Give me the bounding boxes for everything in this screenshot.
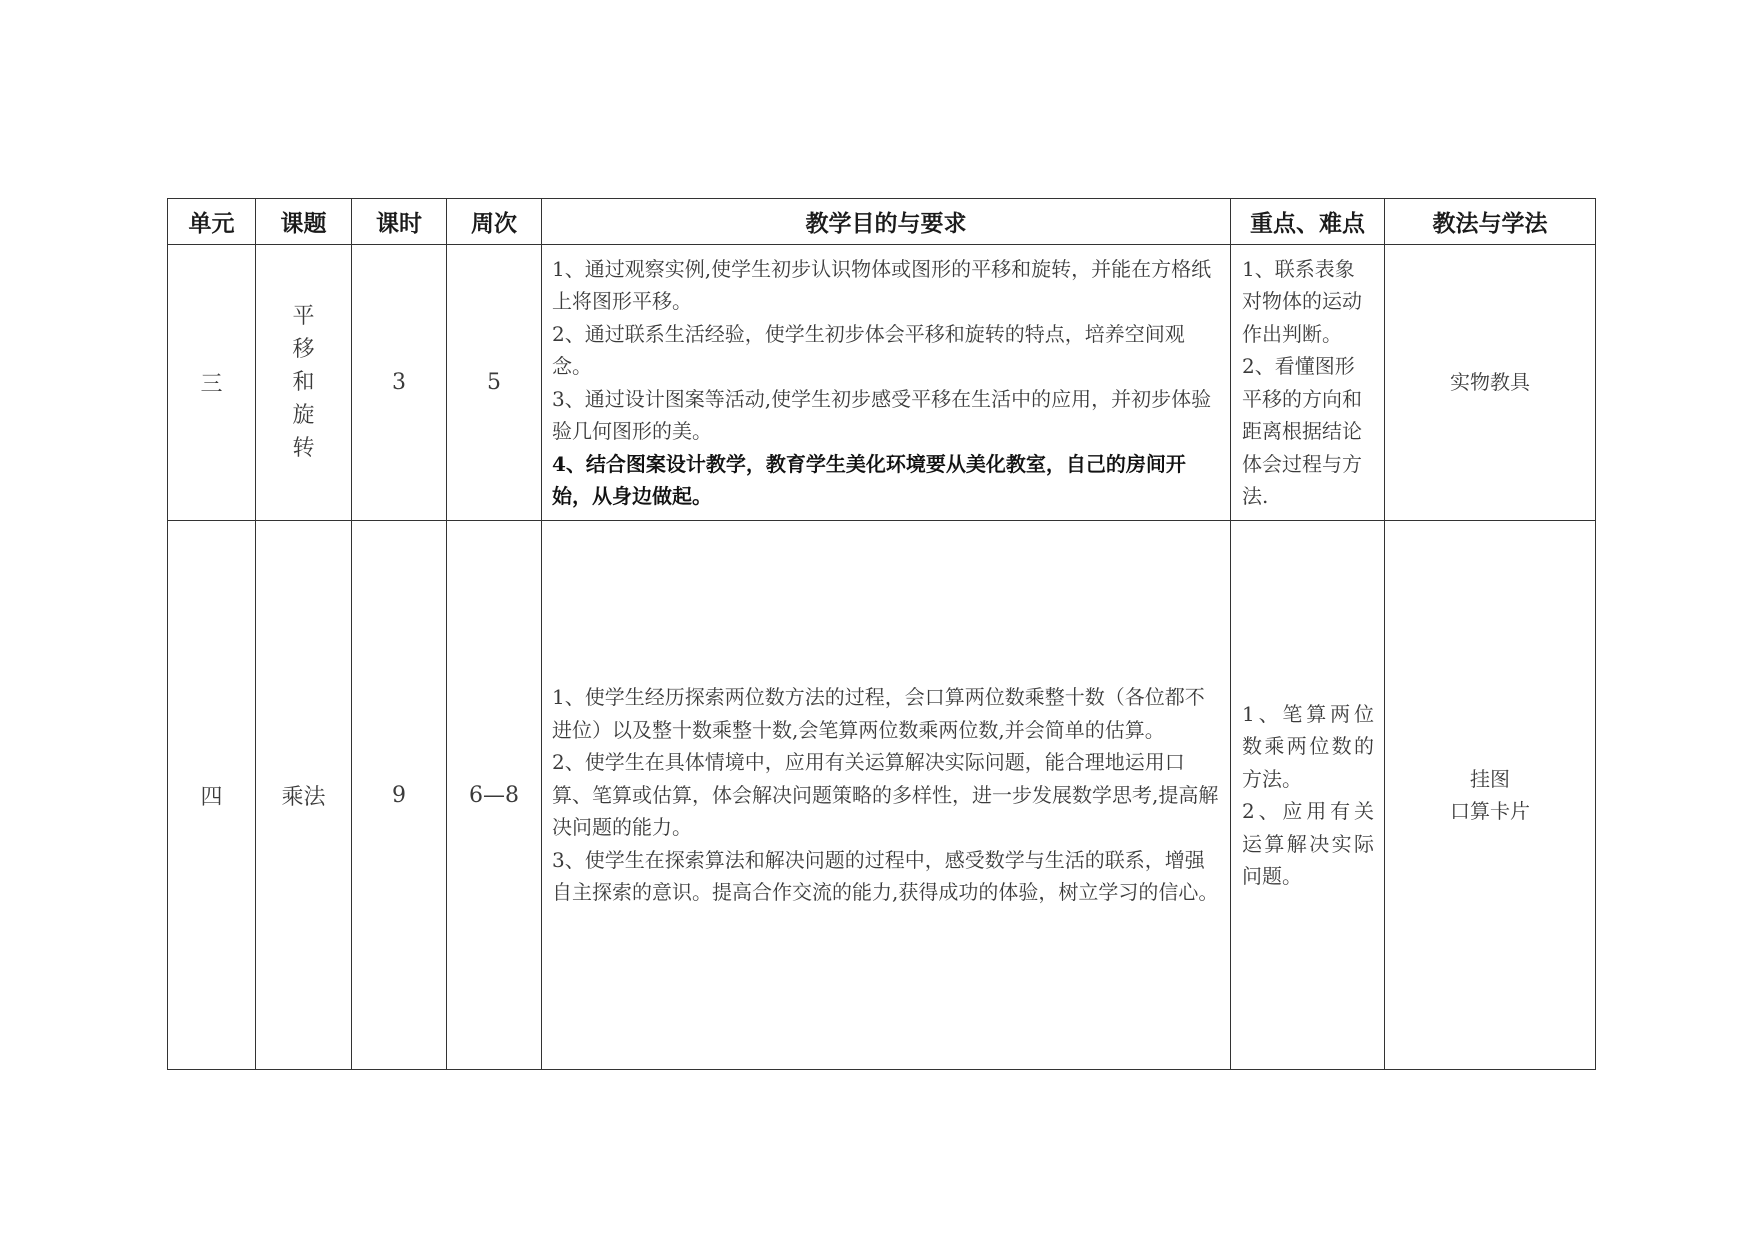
goal-item-bold: 4、结合图案设计教学，教育学生美化环境要从美化教室，自己的房间开始，从身边做起。 <box>552 451 1186 508</box>
goals-cell <box>542 521 1231 1070</box>
header-keypoints: 重点、难点 <box>1231 199 1385 245</box>
unit-cell: 四 <box>168 521 256 1070</box>
keypoints-cell <box>1231 245 1385 521</box>
teaching-plan-table <box>167 198 1596 1070</box>
goal-item: 2、使学生在具体情境中，应用有关运算解决实际问题，能合理地运用口算、笔算或估算，体会解决问题策略的多样性，进一步发展数学思考,提高解决问题的能力。 <box>552 750 1219 840</box>
goals-cell <box>542 245 1231 521</box>
method-item: 实物教具 <box>1450 370 1530 395</box>
keypoint-item: 2、应用有关运算解决实际问题。 <box>1242 799 1374 888</box>
hours-cell: 3 <box>352 245 447 521</box>
header-row <box>168 199 1596 245</box>
table-row <box>168 245 1596 521</box>
goal-item: 3、通过设计图案等活动,使学生初步感受平移在生活中的应用，并初步体验验几何图形的美。 <box>552 386 1212 443</box>
unit-cell: 三 <box>168 245 256 521</box>
header-goals: 教学目的与要求 <box>542 199 1231 245</box>
keypoint-item: 1、联系表象对物体的运动作出判断。 <box>1242 256 1362 346</box>
topic-cell <box>256 245 352 521</box>
weeks-cell: 6—8 <box>447 521 542 1070</box>
header-unit: 单元 <box>168 199 256 245</box>
hours-cell: 9 <box>352 521 447 1070</box>
topic-char: 移 <box>292 337 315 362</box>
topic-char: 转 <box>292 436 315 461</box>
header-weeks: 周次 <box>447 199 542 245</box>
goal-item: 2、通过联系生活经验，使学生初步体会平移和旋转的特点，培养空间观念。 <box>552 321 1185 378</box>
goal-item: 1、使学生经历探索两位数方法的过程，会口算两位数乘整十数（各位都不进位）以及整十数乘整十数,会笔算两位数乘两位数,并会简单的估算。 <box>552 685 1205 742</box>
header-methods: 教法与学法 <box>1385 199 1596 245</box>
topic-char: 旋 <box>292 403 315 428</box>
methods-cell <box>1385 245 1596 521</box>
keypoints-cell <box>1231 521 1385 1070</box>
methods-cell <box>1385 521 1596 1070</box>
table-row <box>168 521 1596 1070</box>
method-item: 挂图 <box>1470 766 1510 791</box>
topic-char: 和 <box>292 370 315 395</box>
keypoint-item: 2、看懂图形平移的方向和距离根据结论体会过程与方法. <box>1242 354 1362 508</box>
header-topic: 课题 <box>256 199 352 245</box>
method-item: 口算卡片 <box>1450 799 1530 823</box>
goal-item: 3、使学生在探索算法和解决问题的过程中，感受数学与生活的联系，增强自主探索的意识。提高合作交流的能力,获得成功的体验，树立学习的信心。 <box>552 847 1219 905</box>
keypoint-item: 1、笔算两位数乘两位数的方法。 <box>1242 701 1374 791</box>
goal-item: 1、通过观察实例,使学生初步认识物体或图形的平移和旋转，并能在方格纸上将图形平移。 <box>552 256 1212 313</box>
topic-char: 平 <box>292 304 315 329</box>
header-hours: 课时 <box>352 199 447 245</box>
topic-vertical-text <box>256 300 351 465</box>
weeks-cell: 5 <box>447 245 542 521</box>
topic-cell: 乘法 <box>256 521 352 1070</box>
